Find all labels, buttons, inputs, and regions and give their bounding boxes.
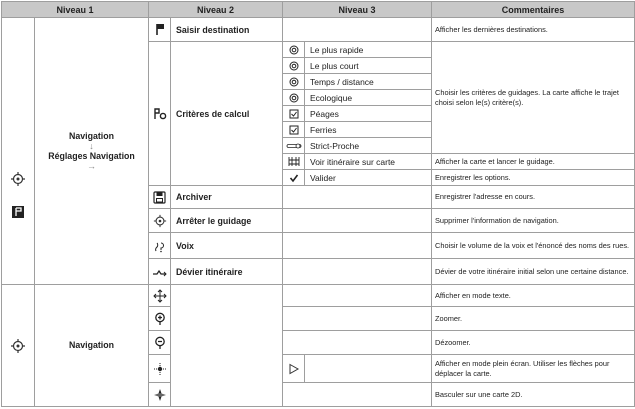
navigation-menu-table <box>1 1 635 407</box>
option-icon-cell <box>283 138 305 154</box>
destination-flag-icon <box>154 23 166 36</box>
option-icon-cell <box>283 58 305 74</box>
slider-icon <box>286 142 302 150</box>
option-icon-cell <box>283 154 305 170</box>
arrow-down-icon: ↓ <box>89 141 94 151</box>
fullscreen-move-icon[interactable] <box>153 362 167 376</box>
option-temps-distance[interactable]: Temps / distance <box>305 74 432 90</box>
voix-comment: Choisir le volume de la voix et l'énoncé des noms des rues. <box>432 233 635 259</box>
fullscreen-comment: Afficher en mode plein écran. Utiliser les flèches pour déplacer la carte. <box>432 355 635 383</box>
header-niveau-2: Niveau 2 <box>149 2 283 18</box>
archiver-label[interactable]: Archiver <box>171 186 283 209</box>
level1-label-cell <box>35 18 149 285</box>
map-2d-icon-cell[interactable] <box>149 383 171 407</box>
option-icon-cell <box>283 106 305 122</box>
destination-icon-cell <box>149 18 171 42</box>
valider-label[interactable]: Valider <box>305 170 432 186</box>
saisir-destination-label[interactable]: Saisir destination <box>171 18 283 42</box>
checkbox-checked-icon <box>289 109 299 119</box>
copyright-circle-icon <box>289 93 299 103</box>
arreter-guidage-comment: Supprimer l'information de navigation. <box>432 209 635 233</box>
option-peages[interactable]: Péages <box>305 106 432 122</box>
map-2d-comment: Basculer sur une carte 2D. <box>432 383 635 407</box>
empty-cell <box>283 209 432 233</box>
option-ecologique[interactable]: Ecologique <box>305 90 432 106</box>
zoom-out-comment: Dézoomer. <box>432 331 635 355</box>
zoom-out-icon-cell[interactable] <box>149 331 171 355</box>
copyright-circle-icon <box>289 61 299 71</box>
map-grid-icon <box>288 156 300 167</box>
option-strict-proche[interactable]: Strict-Proche <box>305 138 432 154</box>
archiver-icon-cell <box>149 186 171 209</box>
empty-cell <box>283 331 432 355</box>
voir-itineraire-comment: Afficher la carte et lancer le guidage. <box>432 154 635 170</box>
devier-icon-cell <box>149 259 171 285</box>
empty-cell <box>283 307 432 331</box>
archiver-comment: Enregistrer l'adresse en cours. <box>432 186 635 209</box>
mode-texte-comment: Afficher en mode texte. <box>432 285 635 307</box>
empty-cell <box>283 285 432 307</box>
move-arrows-icon <box>153 289 167 303</box>
empty-cell <box>171 285 283 407</box>
arrow-right-icon: → <box>87 161 96 171</box>
zoom-in-icon-cell[interactable] <box>149 307 171 331</box>
option-icon-cell <box>283 74 305 90</box>
copyright-circle-icon <box>289 77 299 87</box>
header-niveau-1: Niveau 1 <box>2 2 149 18</box>
voir-itineraire-label[interactable]: Voir itinéraire sur carte <box>305 154 432 170</box>
option-le-plus-court[interactable]: Le plus court <box>305 58 432 74</box>
criteres-icon-cell <box>149 42 171 186</box>
table-row <box>2 18 635 42</box>
arreter-icon-cell <box>149 209 171 233</box>
play-icon-cell[interactable] <box>283 355 305 383</box>
header-row <box>2 2 635 18</box>
criteres-calcul-label[interactable]: Critères de calcul <box>171 42 283 186</box>
level1-navigation-label: Navigation <box>69 131 114 141</box>
option-ferries[interactable]: Ferries <box>305 122 432 138</box>
checkmark-icon <box>289 173 299 183</box>
level1-reglages-navigation-label: Réglages Navigation <box>48 151 135 161</box>
empty-cell <box>305 355 432 383</box>
voix-label[interactable]: Voix <box>171 233 283 259</box>
mode-texte-icon-cell <box>149 285 171 307</box>
map-2d-compass-icon[interactable] <box>153 388 167 402</box>
level1-icon-cell-2 <box>2 285 35 407</box>
copyright-circle-icon <box>289 45 299 55</box>
zoom-out-icon[interactable] <box>153 336 167 350</box>
detour-icon <box>152 267 168 277</box>
route-settings-icon <box>153 107 167 121</box>
option-le-plus-rapide[interactable]: Le plus rapide <box>305 42 432 58</box>
devier-itineraire-comment: Dévier de votre itinéraire initial selon une certaine distance. <box>432 259 635 285</box>
header-niveau-3: Niveau 3 <box>283 2 432 18</box>
criteres-comment: Choisir les critères de guidages. La carte affiche le trajet choisi selon le(s) critère(s). <box>432 42 635 154</box>
zoom-in-comment: Zoomer. <box>432 307 635 331</box>
navigation-compass-icon <box>10 171 26 187</box>
option-icon-cell <box>283 90 305 106</box>
checkbox-checked-icon <box>289 125 299 135</box>
empty-cell <box>283 186 432 209</box>
empty-cell <box>283 18 432 42</box>
option-icon-cell <box>283 42 305 58</box>
flag-icon <box>11 205 25 219</box>
table-row <box>2 285 635 307</box>
empty-cell <box>283 233 432 259</box>
empty-cell <box>283 259 432 285</box>
zoom-in-icon[interactable] <box>153 312 167 326</box>
voice-icon <box>153 239 167 253</box>
save-disk-icon <box>153 191 166 204</box>
valider-comment: Enregistrer les options. <box>432 170 635 186</box>
saisir-destination-comment: Afficher les dernières destinations. <box>432 18 635 42</box>
devier-itineraire-label[interactable]: Dévier itinéraire <box>171 259 283 285</box>
header-commentaires: Commentaires <box>432 2 635 18</box>
level1-icons-cell <box>2 18 35 285</box>
level1-navigation-label-2: Navigation <box>35 285 149 407</box>
fullscreen-icon-cell[interactable] <box>149 355 171 383</box>
navigation-compass-icon <box>10 338 26 354</box>
play-triangle-icon[interactable] <box>288 363 300 375</box>
navigation-stop-icon <box>153 214 167 228</box>
empty-cell <box>283 383 432 407</box>
voix-icon-cell <box>149 233 171 259</box>
option-icon-cell <box>283 122 305 138</box>
option-icon-cell <box>283 170 305 186</box>
arreter-guidage-label[interactable]: Arrêter le guidage <box>171 209 283 233</box>
